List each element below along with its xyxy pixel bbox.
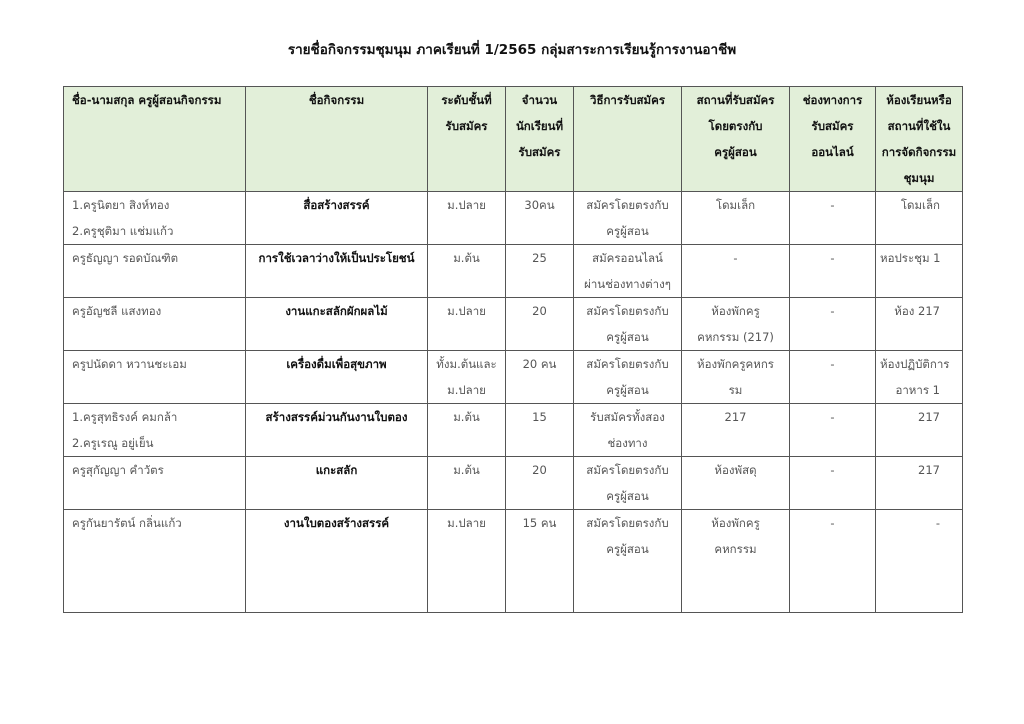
level-cell: [428, 298, 506, 351]
header-text-line: ชื่อ-นามสกุล ครูผู้สอนกิจกรรม: [72, 93, 222, 107]
header-text-line: ห้องเรียนหรือ: [886, 93, 952, 107]
header-text-line: ออนไลน์: [811, 145, 854, 159]
activity-cell: [246, 510, 428, 613]
teacher-line: ครูปนัดดา หวานชะเอม: [72, 357, 187, 371]
method-cell: [574, 404, 682, 457]
method-line: รับสมัครทั้งสอง: [590, 410, 665, 424]
room-cell: [876, 192, 963, 245]
place-line: ห้องพัสดุ: [714, 463, 757, 477]
room-cell: [876, 351, 963, 404]
level-cell: [428, 245, 506, 298]
method-line: สมัครโดยตรงกับ: [586, 198, 669, 212]
place-cell: [682, 245, 790, 298]
level-cell: [428, 404, 506, 457]
activity-line: งานใบตองสร้างสรรค์: [283, 516, 390, 530]
level-line: ม.ปลาย: [447, 198, 486, 212]
room-line: 217: [918, 410, 940, 424]
method-cell: [574, 192, 682, 245]
level-line: ม.ปลาย: [447, 516, 486, 530]
online-line: -: [830, 410, 835, 424]
teacher-line: 2.ครูเรณู อยู่เย็น: [72, 436, 154, 450]
method-cell: [574, 351, 682, 404]
header-teacher: [64, 87, 246, 192]
room-line: อาหาร 1: [895, 383, 940, 397]
level-line: ม.ปลาย: [447, 304, 486, 318]
online-line: -: [830, 251, 835, 265]
activity-table: [63, 86, 963, 613]
method-cell: [574, 245, 682, 298]
method-line: ครูผู้สอน: [606, 224, 649, 238]
level-cell: [428, 351, 506, 404]
activity-line: แกะสลัก: [315, 463, 358, 477]
method-line: ครูผู้สอน: [606, 542, 649, 556]
count-cell: [506, 404, 574, 457]
level-line: ม.ปลาย: [447, 383, 486, 397]
count-cell: [506, 510, 574, 613]
place-line: คหกรรม (217): [697, 330, 774, 344]
header-method: [574, 87, 682, 192]
place-line: ห้องพักครูคหกร: [697, 357, 774, 371]
place-line: โดมเล็ก: [715, 198, 756, 212]
table-row: [64, 245, 963, 298]
table-body: [64, 192, 963, 613]
online-cell: [790, 192, 876, 245]
room-line: 217: [918, 463, 940, 477]
table-row: [64, 510, 963, 613]
header-text-line: โดยตรงกับ: [708, 119, 763, 133]
header-room: [876, 87, 963, 192]
place-line: รม: [728, 383, 743, 397]
activity-line: งานแกะสลักผักผลไม้: [285, 304, 388, 318]
online-line: -: [830, 198, 835, 212]
method-line: สมัครออนไลน์: [592, 251, 663, 265]
header-online: [790, 87, 876, 192]
room-cell: [876, 510, 963, 613]
teacher-cell: [64, 298, 246, 351]
method-line: สมัครโดยตรงกับ: [586, 516, 669, 530]
online-line: -: [830, 516, 835, 530]
header-text-line: ชื่อกิจกรรม: [308, 93, 365, 107]
level-cell: [428, 457, 506, 510]
count-line: 30คน: [524, 198, 555, 212]
room-cell: [876, 298, 963, 351]
count-line: 15 คน: [522, 516, 557, 530]
room-line: -: [935, 516, 940, 530]
teacher-line: 1.ครูสุทธิรงค์ คมกล้า: [72, 410, 178, 424]
method-line: ครูผู้สอน: [606, 383, 649, 397]
table-row: [64, 192, 963, 245]
header-count: [506, 87, 574, 192]
method-cell: [574, 510, 682, 613]
header-text-line: รับสมัคร: [518, 145, 561, 159]
header-text-line: วิธีการรับสมัคร: [589, 93, 666, 107]
header-text-line: ระดับชั้นที่: [441, 93, 492, 107]
teacher-line: ครูธัญญา รอดบัณฑิต: [72, 251, 179, 265]
room-line: หอประชุม 1: [880, 251, 941, 265]
header-activity: [246, 87, 428, 192]
place-cell: [682, 510, 790, 613]
header-text-line: การจัดกิจกรรม: [881, 145, 957, 159]
teacher-cell: [64, 457, 246, 510]
online-cell: [790, 351, 876, 404]
count-line: 20: [532, 304, 547, 318]
activity-cell: [246, 404, 428, 457]
count-line: 25: [532, 251, 547, 265]
room-cell: [876, 457, 963, 510]
header-place: [682, 87, 790, 192]
online-cell: [790, 404, 876, 457]
table-row: [64, 298, 963, 351]
header-text-line: นักเรียนที่: [515, 119, 564, 133]
header-text-line: รับสมัคร: [445, 119, 488, 133]
activity-cell: [246, 298, 428, 351]
level-line: ทั้งม.ต้นและ: [436, 357, 497, 371]
level-line: ม.ต้น: [453, 251, 480, 265]
header-row: [64, 87, 963, 192]
online-cell: [790, 245, 876, 298]
teacher-line: 2.ครูชุติมา แช่มแก้ว: [72, 224, 174, 238]
online-cell: [790, 457, 876, 510]
method-line: สมัครโดยตรงกับ: [586, 304, 669, 318]
teacher-line: 1.ครูนิตยา สิงห์ทอง: [72, 198, 170, 212]
table-row: [64, 404, 963, 457]
method-line: สมัครโดยตรงกับ: [586, 357, 669, 371]
count-line: 15: [532, 410, 547, 424]
room-line: ห้อง 217: [894, 304, 940, 318]
teacher-cell: [64, 351, 246, 404]
header-text-line: ครูผู้สอน: [714, 145, 757, 159]
count-cell: [506, 457, 574, 510]
method-cell: [574, 457, 682, 510]
level-cell: [428, 192, 506, 245]
header-text-line: ช่องทางการ: [802, 93, 863, 107]
header-text-line: จำนวน: [521, 93, 558, 107]
online-line: -: [830, 463, 835, 477]
count-cell: [506, 192, 574, 245]
activity-cell: [246, 245, 428, 298]
count-cell: [506, 298, 574, 351]
place-line: 217: [724, 410, 747, 424]
activity-line: เครื่องดื่มเพื่อสุขภาพ: [286, 357, 387, 371]
activity-line: การใช้เวลาว่างให้เป็นประโยชน์: [258, 251, 415, 265]
teacher-cell: [64, 245, 246, 298]
teacher-cell: [64, 404, 246, 457]
count-line: 20 คน: [522, 357, 557, 371]
header-text-line: รับสมัคร: [811, 119, 854, 133]
teacher-line: ครูอัญชลี แสงทอง: [72, 304, 162, 318]
online-cell: [790, 510, 876, 613]
method-line: ครูผู้สอน: [606, 330, 649, 344]
method-line: สมัครโดยตรงกับ: [586, 463, 669, 477]
room-line: โดมเล็ก: [900, 198, 940, 212]
level-cell: [428, 510, 506, 613]
place-cell: [682, 192, 790, 245]
method-cell: [574, 298, 682, 351]
teacher-cell: [64, 510, 246, 613]
teacher-line: ครูกันยารัตน์ กลิ่นแก้ว: [72, 516, 182, 530]
count-cell: [506, 351, 574, 404]
place-cell: [682, 298, 790, 351]
header-text-line: สถานที่ใช้ใน: [887, 119, 951, 133]
activity-line: สร้างสรรค์ม่วนกันงานใบตอง: [265, 410, 408, 424]
place-cell: [682, 457, 790, 510]
count-cell: [506, 245, 574, 298]
method-line: ผ่านช่องทางต่างๆ: [584, 277, 671, 291]
activity-line: สื่อสร้างสรรค์: [303, 198, 370, 212]
activity-cell: [246, 457, 428, 510]
place-line: ห้องพักครู: [711, 304, 760, 318]
room-line: ห้องปฏิบัติการ: [880, 357, 950, 371]
header-text-line: สถานที่รับสมัคร: [696, 93, 775, 107]
place-cell: [682, 404, 790, 457]
header-level: [428, 87, 506, 192]
teacher-line: ครูสุกัญญา คำวัตร: [72, 463, 164, 477]
count-line: 20: [532, 463, 547, 477]
room-cell: [876, 245, 963, 298]
place-line: -: [733, 251, 738, 265]
online-line: -: [830, 357, 835, 371]
activity-cell: [246, 351, 428, 404]
online-cell: [790, 298, 876, 351]
room-cell: [876, 404, 963, 457]
table-row: [64, 351, 963, 404]
level-line: ม.ต้น: [453, 410, 480, 424]
online-line: -: [830, 304, 835, 318]
header-text-line: ชุมนุม: [903, 171, 935, 185]
level-line: ม.ต้น: [453, 463, 480, 477]
place-line: ห้องพักครู: [711, 516, 760, 530]
document-title: รายชื่อกิจกรรมชุมนุม ภาคเรียนที่ 1/2565 กลุ่มสาระการเรียนรู้การงานอาชีพ: [287, 42, 737, 58]
table-row: [64, 457, 963, 510]
activity-cell: [246, 192, 428, 245]
teacher-cell: [64, 192, 246, 245]
method-line: ช่องทาง: [607, 436, 648, 450]
place-cell: [682, 351, 790, 404]
method-line: ครูผู้สอน: [606, 489, 649, 503]
place-line: คหกรรม: [714, 542, 757, 556]
